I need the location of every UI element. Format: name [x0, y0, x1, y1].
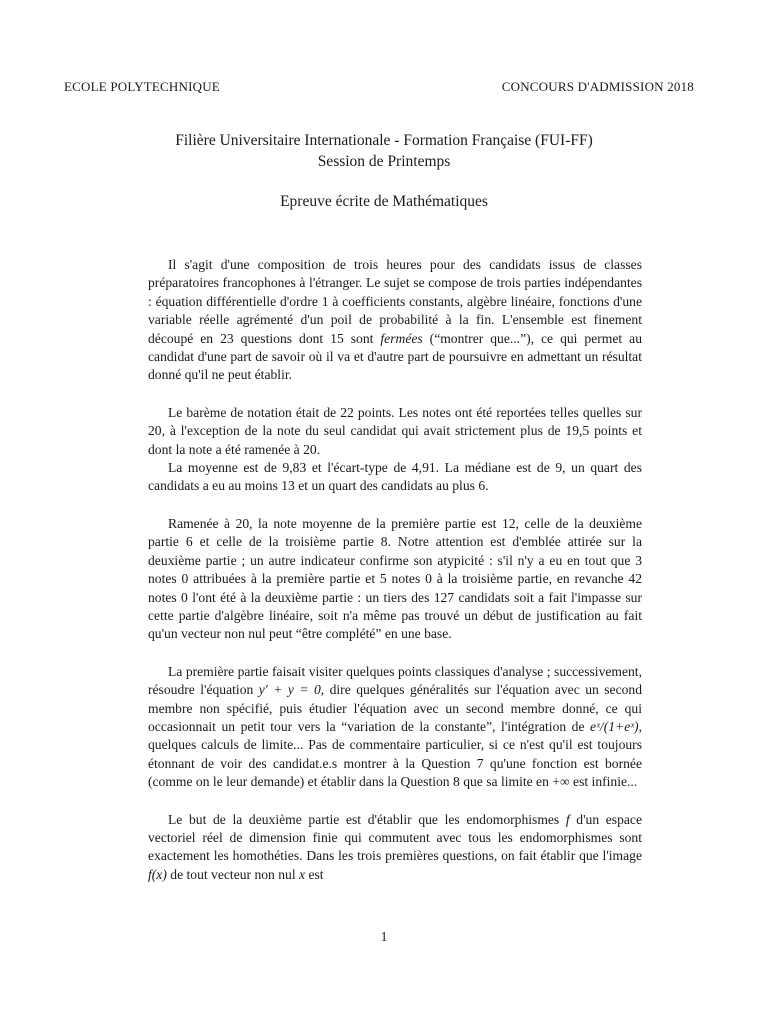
math-equation: y′ + y = 0 [258, 682, 321, 698]
page-number: 1 [380, 929, 388, 944]
report-body [148, 256, 642, 884]
math-x: x [299, 866, 306, 882]
paragraph-statistics: La moyenne est de 9,83 et l'écart-type de 4,91. La médiane est de 9, un quart des candidats a eu au moins 13 et un quart des candidats au plus 6. [148, 460, 642, 494]
math-f: f [565, 811, 570, 827]
header-exam: CONCOURS D'ADMISSION 2018 [501, 79, 694, 94]
paragraph-parts-average: Ramenée à 20, la note moyenne de la première partie est 12, celle de la deuxième partie 6 et celle de la troisième partie 8. Notre attention est d'emblée attirée sur la deuxième partie ; un autre indicateur confirme son atypicité : s'il n'y a eu en tout que 3 notes 0 attribuées à la première partie et 5 notes 0 à la troisième partie, en revanche 42 notes 0 l'ont été à la deuxième partie : un tiers des 127 candidats soit a fait l'impasse sur cette partie d'algèbre linéaire, soit n'a même pas trouvé un début de justification au fait qu'un vecteur non nul peut “être complété” en une base. [148, 515, 642, 642]
paragraph-intro: Il s'agit d'une composition de trois heures pour des candidats issus de classes préparatoires francophones à l'étranger. Le sujet se compose de trois parties indépendantes : équation différentielle d'ordre 1 à coefficients constants, algèbre linéaire, fonctions d'une variable réelle agrémenté d'un poil de probabilité à la fin. L'ensemble est finement découpé en 23 questions dont 15 sont fermées (“montrer que...”), ce qui permet au candidat d'une part de savoir où il va et d'autre part de poursuivre en admettant un résultat donné qu'il ne peut établir. [148, 257, 642, 383]
title-exam: Epreuve écrite de Mathématiques [280, 193, 488, 210]
title-block [0, 131, 768, 213]
header-institution: ECOLE POLYTECHNIQUE [64, 79, 220, 94]
math-fx: f(x) [148, 866, 167, 882]
paragraph-part-one: La première partie faisait visiter quelques points classiques d'analyse ; successivement, résoudre l'équation y′ + y = 0, dire quelques généralités sur l'équation avec un second membre non spécifié, puis étudier l'équation avec un second membre donné, ce qui occasionnait un petit tour vers la “variation de la constante”, l'intégration de eˣ/(1+eˣ), quelques calculs de limite... Pas de commentaire particulier, si ce n'est qu'il est toujours étonnant de voir des candidat.e.s montrer à la Question 7 qu'une fonction est bornée (comme on le leur demande) et établir dans la Question 8 que sa limite en +∞ est infinie... [148, 663, 642, 790]
title-program: Filière Universitaire Internationale - Formation Française (FUI-FF) [175, 132, 593, 149]
emphasis-fermees: fermées [380, 330, 423, 346]
paragraph-grading: Le barème de notation était de 22 points. Les notes ont été reportées telles quelles sur 20, à l'exception de la note du seul candidat qui avait strictement plus de 19,5 points et dont la note a été ramenée à 20. [148, 404, 642, 457]
paragraph-part-two: Le but de la deuxième partie est d'établir que les endomorphismes f d'un espace vectoriel réel de dimension finie qui commutent avec tous les endomorphismes sont exactement les homothéties. Dans les trois premières questions, on fait établir que l'image f(x) de tout vecteur non nul x est [148, 811, 642, 882]
title-session: Session de Printemps [317, 153, 451, 170]
math-integrand: eˣ/(1+eˣ) [590, 718, 639, 734]
